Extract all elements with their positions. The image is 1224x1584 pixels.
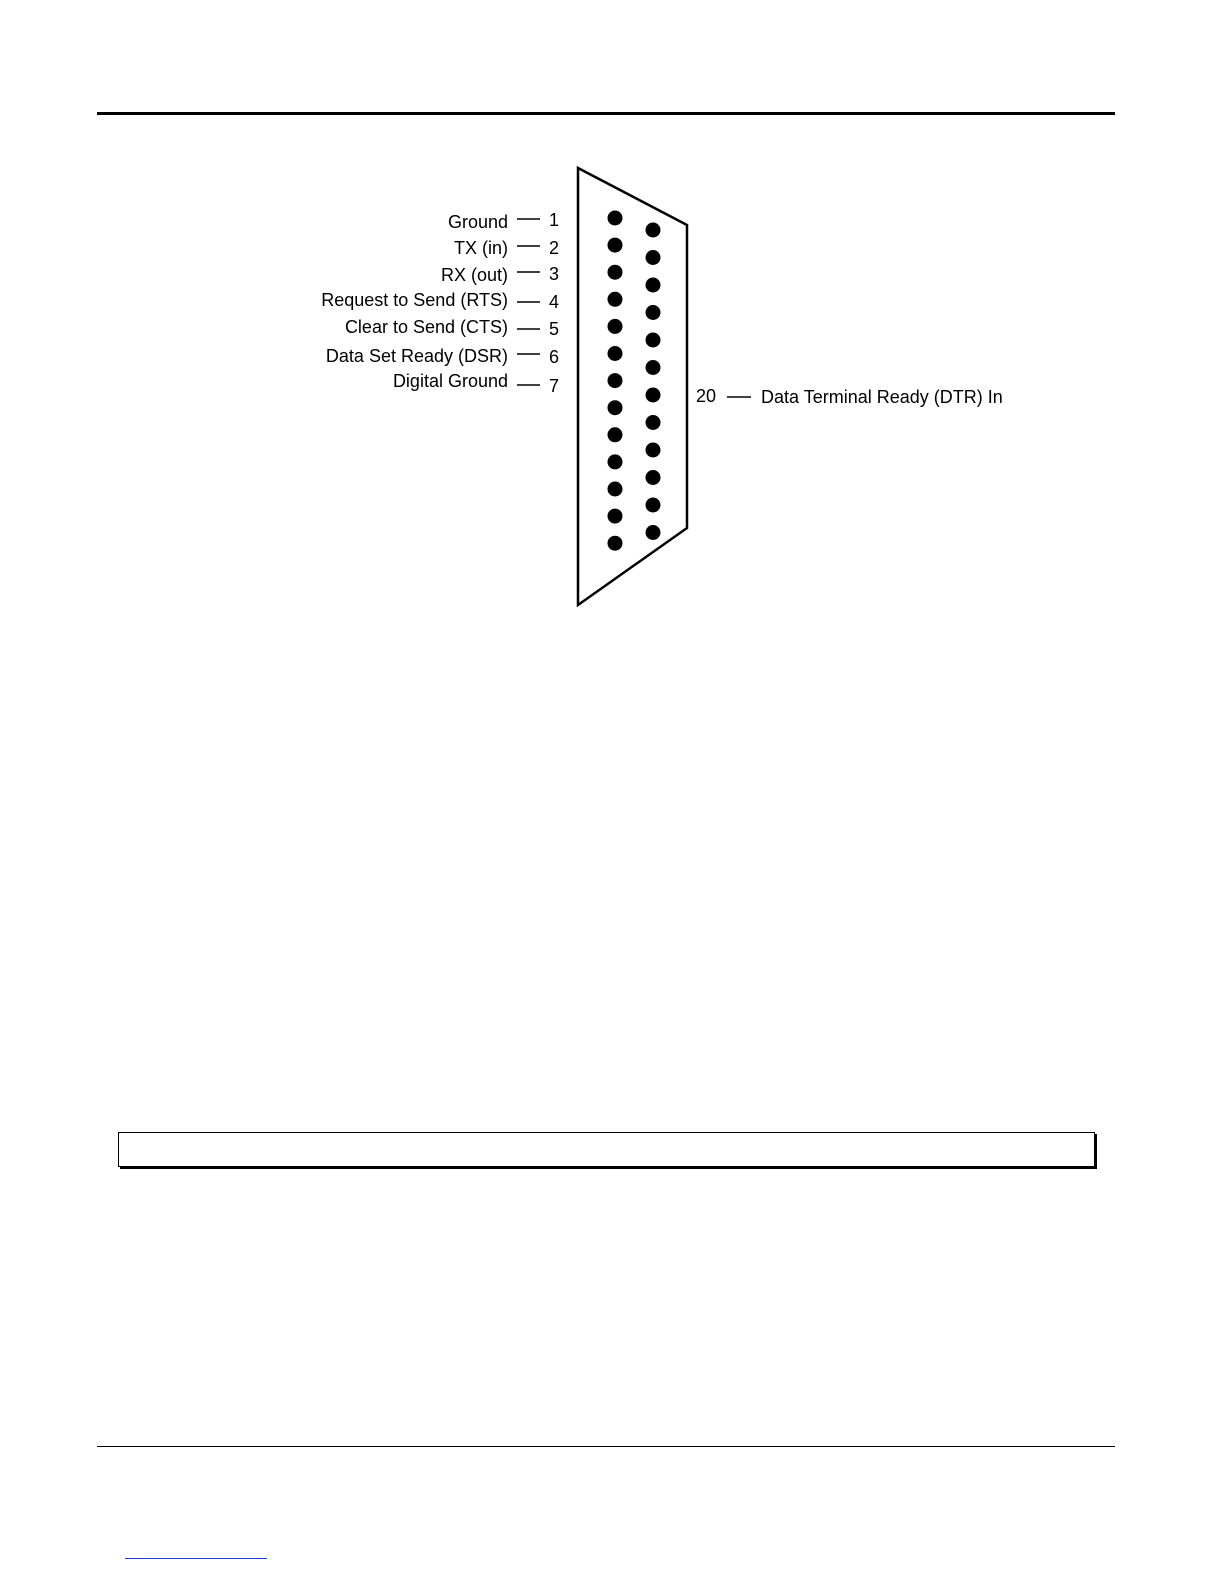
pin-dot-15 <box>646 250 661 265</box>
pin-dot-18 <box>646 333 661 348</box>
pin-dot-11 <box>608 482 623 497</box>
pin-dot-17 <box>646 305 661 320</box>
bottom-rule <box>97 1446 1115 1447</box>
pin-number-1: 1 <box>549 210 560 230</box>
pin-dot-22 <box>646 443 661 458</box>
pin-dot-20 <box>646 388 661 403</box>
pin-number-5: 5 <box>549 319 560 339</box>
pin-dot-12 <box>608 509 623 524</box>
pin-dot-14 <box>646 223 661 238</box>
pin-dot-19 <box>646 360 661 375</box>
pin-label-4: Request to Send (RTS) <box>321 290 508 310</box>
right-pin-labels <box>696 386 1003 407</box>
pin-dot-24 <box>646 498 661 513</box>
pin-dots <box>608 211 661 551</box>
empty-caption-box <box>118 1132 1095 1167</box>
pin-dot-1 <box>608 211 623 226</box>
pin-number-2: 2 <box>549 238 560 258</box>
pin-label-5: Clear to Send (CTS) <box>344 317 508 337</box>
pin-dot-4 <box>608 292 623 307</box>
pin-label-20: Data Terminal Ready (DTR) In <box>761 387 1003 407</box>
pin-label-1: Ground <box>447 212 508 232</box>
pin-dot-8 <box>608 400 623 415</box>
pin-label-3: RX (out) <box>440 265 508 285</box>
pin-dot-5 <box>608 319 623 334</box>
pin-dot-13 <box>608 536 623 551</box>
pin-dot-25 <box>646 525 661 540</box>
pin-number-3: 3 <box>549 264 560 284</box>
pin-number-6: 6 <box>549 347 560 367</box>
pin-label-7: Digital Ground <box>392 371 508 391</box>
pin-number-7: 7 <box>549 376 560 396</box>
pin-dot-3 <box>608 265 623 280</box>
pin-dot-23 <box>646 470 661 485</box>
pin-label-2: TX (in) <box>454 238 508 258</box>
pin-dot-16 <box>646 278 661 293</box>
pin-dot-6 <box>608 346 623 361</box>
pin-dot-10 <box>608 454 623 469</box>
pin-label-6: Data Set Ready (DSR) <box>325 346 508 366</box>
pin-number-20: 20 <box>696 386 717 406</box>
connector-shell <box>578 168 687 605</box>
pin-dot-9 <box>608 427 623 442</box>
footer-link-underline[interactable] <box>125 1558 267 1559</box>
pin-dot-2 <box>608 238 623 253</box>
left-pin-labels <box>321 210 559 396</box>
pin-dot-7 <box>608 373 623 388</box>
pin-number-4: 4 <box>549 292 560 312</box>
pin-dot-21 <box>646 415 661 430</box>
